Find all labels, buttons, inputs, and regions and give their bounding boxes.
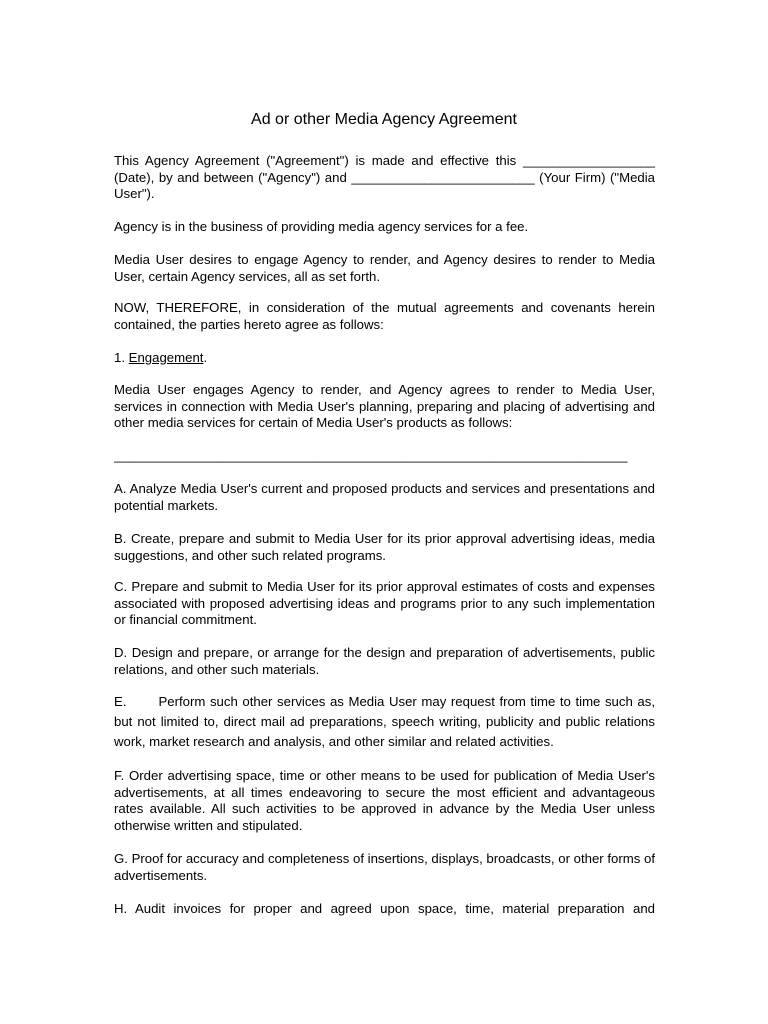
item-e-text: Perform such other services as Media User may request from time to time such as, but not limited to, direct mail ad preparations, speech writing, publicity and public relations work, market research and analysis, and other similar and related activities. bbox=[114, 694, 655, 749]
intro-paragraph: This Agency Agreement ("Agreement") is made and effective this __________________ (Date), by and between ("Agency") and _________________________ (Your Firm) ("Media User"). bbox=[114, 153, 655, 202]
item-g: G. Proof for accuracy and completeness of insertions, displays, broadcasts, or other forms of advertisements. bbox=[114, 851, 655, 883]
item-e-letter: E. bbox=[114, 694, 127, 709]
blank-fill-line: ______________________________________________________________________ bbox=[114, 448, 628, 463]
item-c: C. Prepare and submit to Media User for its prior approval estimates of costs and expenses associated with proposed advertising ideas and programs prior to any such implementation or financial commitment. bbox=[114, 579, 655, 628]
now-therefore-paragraph: NOW, THEREFORE, in consideration of the mutual agreements and covenants herein contained, the parties hereto agree as follows: bbox=[114, 300, 655, 332]
item-d: D. Design and prepare, or arrange for the design and preparation of advertisements, public relations, and other such materials. bbox=[114, 645, 655, 677]
engagement-paragraph: Media User engages Agency to render, and Agency agrees to render to Media User, services in connection with Media User's planning, preparing and placing of advertising and other media services for certain of Media User's products as follows: bbox=[114, 382, 655, 431]
desire-paragraph: Media User desires to engage Agency to render, and Agency desires to render to Media User, certain Agency services, all as set forth. bbox=[114, 252, 655, 284]
item-f: F. Order advertising space, time or other means to be used for publication of Media User's advertisements, at all times endeavoring to secure the most efficient and advantageous rates available. All such activities to be approved in advance by the Media User unless otherwise written and stipulated. bbox=[114, 768, 655, 833]
section-number: 1. bbox=[114, 350, 125, 365]
item-b: B. Create, prepare and submit to Media User for its prior approval advertising ideas, media suggestions, and other such related programs. bbox=[114, 531, 655, 563]
section-heading-engagement bbox=[114, 350, 655, 367]
item-h: H. Audit invoices for proper and agreed upon space, time, material preparation and bbox=[114, 901, 655, 916]
section-title: Engagement bbox=[128, 350, 204, 365]
item-e bbox=[114, 692, 655, 752]
document-title: Ad or other Media Agency Agreement bbox=[251, 111, 517, 128]
item-a: A. Analyze Media User's current and proposed products and services and presentations and potential markets. bbox=[114, 481, 655, 513]
section-title-period: . bbox=[203, 350, 208, 365]
agency-business-paragraph: Agency is in the business of providing media agency services for a fee. bbox=[114, 219, 529, 234]
